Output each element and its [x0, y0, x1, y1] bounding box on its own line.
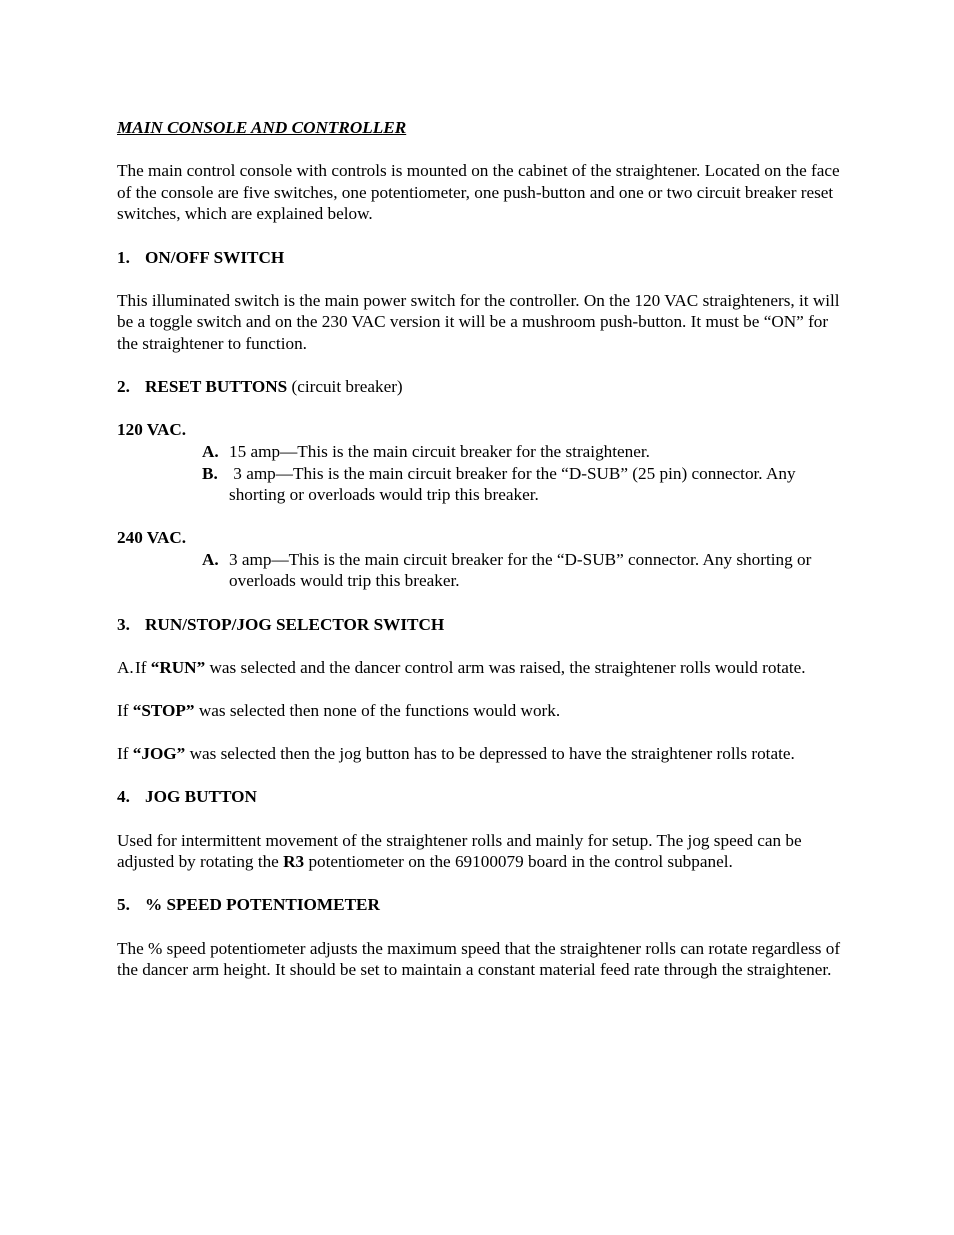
breaker-item-letter: B.: [202, 463, 218, 483]
jog-paragraph: [117, 743, 842, 765]
document-page: [117, 117, 842, 1002]
intro-paragraph: The main control console with controls is mounted on the cabinet of the straightener. Located on the face of the console are five switches, one potentiometer, one push-button and one or two circuit breaker reset switches, which are explained below.: [117, 161, 840, 224]
section-2-number: 2.: [117, 377, 130, 397]
section-4-body: [117, 830, 842, 873]
section-3-heading: [117, 614, 842, 636]
section-4-heading: [117, 786, 842, 808]
section-1-heading: [117, 247, 842, 269]
voltage-label-120: 120 VAC.: [117, 420, 187, 440]
jog-rest: was selected then the jog button has to be depressed to have the straightener rolls rotate.: [185, 744, 795, 764]
run-prefix: If: [135, 657, 151, 677]
breaker-list-240: [117, 549, 842, 592]
breaker-item-120-b: [117, 463, 842, 506]
voltage-label-240: 240 VAC.: [117, 528, 187, 548]
section-1-number: 1.: [117, 247, 130, 267]
section-5-heading: [117, 894, 842, 916]
breaker-item-240-a: [117, 549, 842, 592]
run-paragraph: [117, 657, 842, 679]
breaker-item-120-a: [117, 441, 842, 463]
stop-keyword: “STOP”: [132, 701, 195, 721]
section-2-title-suffix: (circuit breaker): [287, 377, 403, 397]
run-rest: was selected and the dancer control arm was raised, the straightener rolls would rotate.: [205, 657, 806, 677]
jog-keyword: “JOG”: [132, 744, 186, 764]
stop-rest: was selected then none of the functions would work.: [194, 701, 561, 721]
breaker-item-text: 3 amp—This is the main circuit breaker for the “D-SUB” connector. Any shorting or overloads would trip this breaker.: [229, 549, 812, 591]
breaker-list-120: [117, 441, 842, 506]
section-4-body-post: potentiometer on the 69100079 board in the control subpanel.: [304, 852, 733, 872]
section-2-heading: [117, 376, 842, 398]
section-1-body: This illuminated switch is the main power switch for the controller. On the 120 VAC straighteners, it will be a toggle switch and on the 230 VAC version it will be a mushroom push-button. It must be “ON” for the straightener to function.: [117, 290, 840, 353]
breaker-item-text: 15 amp—This is the main circuit breaker for the straightener.: [229, 441, 650, 461]
section-5-body: The % speed potentiometer adjusts the maximum speed that the straightener rolls can rotate regardless of the dancer arm height. It should be set to maintain a constant material feed rate through the straightener.: [117, 938, 841, 980]
section-4-number: 4.: [117, 787, 130, 807]
section-4-body-bold: R3: [283, 852, 305, 872]
jog-prefix: If: [117, 744, 133, 764]
run-keyword: “RUN”: [150, 657, 206, 677]
section-3-title: RUN/STOP/JOG SELECTOR SWITCH: [145, 614, 445, 634]
breaker-item-text: 3 amp—This is the main circuit breaker for the “D-SUB” (25 pin) connector. Any shorting or overloads would trip this breaker.: [229, 463, 796, 505]
run-letter: A.: [117, 657, 134, 677]
section-1-title: ON/OFF SWITCH: [145, 247, 285, 267]
stop-paragraph: [117, 700, 842, 722]
section-2-title: RESET BUTTONS: [145, 377, 288, 397]
section-5-title: % SPEED POTENTIOMETER: [145, 895, 380, 915]
section-5-number: 5.: [117, 895, 130, 915]
section-3-number: 3.: [117, 614, 130, 634]
document-title: MAIN CONSOLE AND CONTROLLER: [117, 118, 407, 137]
stop-prefix: If: [117, 701, 133, 721]
section-4-body-pre: Used for intermittent movement of the straightener rolls and mainly for setup. The jog speed can be adjusted by rotating the: [117, 830, 802, 872]
section-4-title: JOG BUTTON: [145, 787, 257, 807]
breaker-item-letter: A.: [202, 441, 219, 461]
breaker-item-letter: A.: [202, 549, 219, 569]
